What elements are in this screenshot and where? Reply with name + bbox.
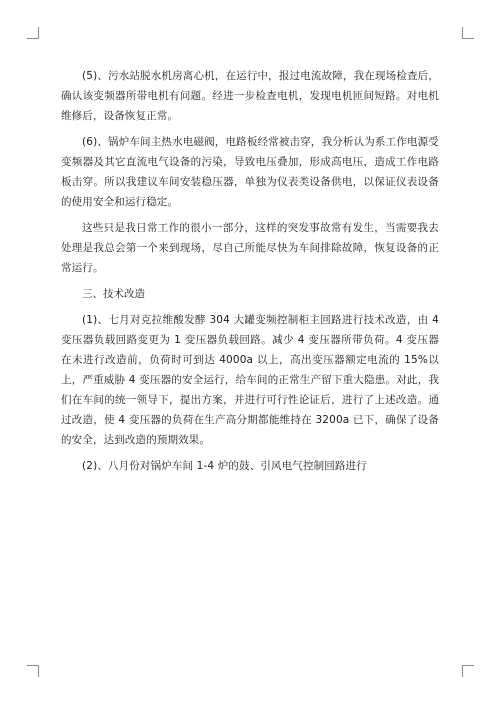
paragraph-item-5: (5)、污水站脱水机房离心机，在运行中，报过电流故障，我在现场检查后，确认该变频器所带电机有问题。经进一步检查电机，发现电机匝间短路。对电机维修后，设备恢复正常。 — [61, 70, 439, 122]
document-body — [61, 66, 439, 476]
crop-mark-bottom-left — [27, 665, 39, 677]
paragraph-summary: 这些只是我日常工作的很小一部分，这样的突发事故常有发生，当需要我去处理是我总会第一个来到现场，尽自己所能尽快为车间排除故障，恢复设备的正常运行。 — [61, 222, 439, 274]
paragraph-upgrade-2: (2)、八月份对锅炉车间 1-4 炉的鼓、引风电气控制回路进行 — [82, 460, 367, 472]
paragraph-upgrade-1: (1)、七月对克拉维酸发酵 304 大罐变频控制柜主回路进行技术改造，由 4 变压器负载回路变更为 1 变压器负载回路。减少 4 变压器所带负荷。4 变压器在未进行改造前，负荷时可到达 4000a 以上，高出变压器额定电流的 15%以上，严重威胁 4 变压器的安全运行，给车间的正常生产留下重大隐患。对此，我们在车间的统一领导下，提出方案，并进行可行性论证后，进行了上述改造。通过改造，使 4 变压器的负荷在生产高分期都能维持在 3200a 已下，确保了设备的安全，达到改造的预期效果。 — [61, 314, 439, 446]
crop-mark-bottom-right — [462, 665, 474, 677]
crop-mark-top-right — [462, 27, 474, 39]
section-heading-tech-upgrade: 三、技术改造 — [82, 288, 145, 300]
paragraph-item-6: (6)、锅炉车间主热水电磁阀，电路板经常被击穿，我分析认为系工作电源受变频器及其它直流电气设备的污染，导致电压叠加，形成高电压，造成工作电路板击穿。所以我建议车间安装稳压器，单独为仪表类设备供电，以保证仪表设备的使用安全和运行稳定。 — [61, 136, 439, 208]
crop-mark-top-left — [27, 27, 39, 39]
